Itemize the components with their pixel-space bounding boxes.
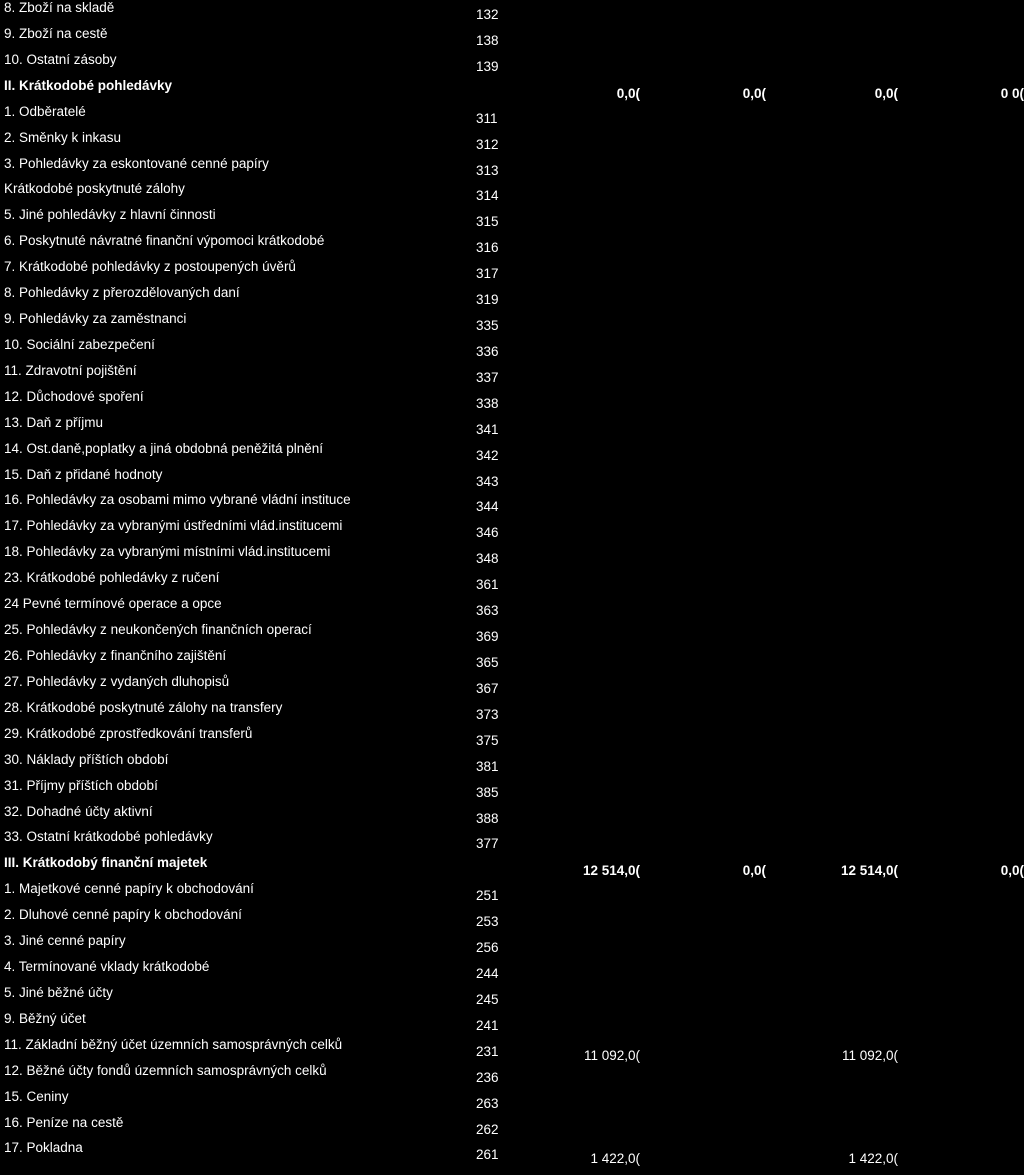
row-label: 32. Dohadné účty aktivní — [4, 803, 153, 819]
table-row — [0, 259, 1024, 285]
account-code: 262 — [476, 1121, 499, 1137]
value-col-3: 0,0( — [874, 85, 898, 101]
table-row — [0, 104, 1024, 130]
account-code: 365 — [476, 655, 499, 670]
row-label: 28. Krátkodobé poskytnuté zálohy na transfery — [4, 699, 283, 715]
table-row — [0, 26, 1024, 52]
account-code: 348 — [476, 551, 499, 567]
value-col-2: 0,0( — [742, 85, 766, 101]
table-row — [0, 1115, 1024, 1141]
table-row — [0, 700, 1024, 726]
row-label: 3. Pohledávky za eskontované cenné papíry — [4, 155, 269, 171]
account-code: 341 — [476, 421, 499, 437]
table-row — [0, 441, 1024, 467]
table-row — [0, 52, 1024, 78]
table-row — [0, 0, 1024, 26]
account-code: 343 — [476, 473, 499, 489]
row-label: 3. Jiné cenné papíry — [4, 933, 126, 949]
table-row — [0, 311, 1024, 337]
row-label: 9. Zboží na cestě — [4, 25, 108, 41]
table-row — [0, 985, 1024, 1011]
section-row — [0, 78, 1024, 104]
value-col-4: 0 0( — [1000, 85, 1024, 101]
account-code: 361 — [476, 577, 499, 593]
section-label: III. Krátkodobý finanční majetek — [4, 855, 208, 871]
account-code: 311 — [476, 110, 498, 126]
row-label: 6. Poskytnuté návratné finanční výpomoci krátkodobé — [4, 233, 325, 249]
row-label: 2. Směnky k inkasu — [4, 129, 122, 145]
value-col-2: 0,0( — [742, 863, 766, 879]
row-label: 7. Krátkodobé pohledávky z postoupených úvěrů — [4, 259, 296, 275]
account-code: 367 — [476, 680, 499, 696]
row-label: 13. Daň z příjmu — [4, 414, 104, 430]
row-label: 29. Krátkodobé zprostředkování transferů — [4, 725, 253, 741]
table-row — [0, 337, 1024, 363]
row-label: 27. Pohledávky z vydaných dluhopisů — [4, 673, 230, 689]
section-label: II. Krátkodobé pohledávky — [4, 77, 173, 93]
value-col-1: 0,0( — [616, 85, 640, 101]
account-code: 375 — [476, 732, 499, 748]
row-label: 10. Ostatní zásoby — [4, 51, 117, 67]
row-label: Krátkodobé poskytnuté zálohy — [4, 181, 185, 197]
account-code: 315 — [476, 214, 499, 230]
account-code: 244 — [476, 966, 499, 982]
table-row — [0, 907, 1024, 933]
account-code: 251 — [476, 888, 499, 904]
table-row — [0, 1063, 1024, 1089]
table-row — [0, 1011, 1024, 1037]
account-code: 314 — [476, 188, 499, 204]
table-row — [0, 156, 1024, 182]
row-label: 12. Běžné účty fondů územních samosprávných celků — [4, 1062, 327, 1078]
account-code: 344 — [476, 499, 499, 515]
table-row — [0, 726, 1024, 752]
table-row — [0, 518, 1024, 544]
account-code: 316 — [476, 240, 499, 256]
row-label: 14. Ost.daně,poplatky a jiná obdobná peněžitá plnění — [4, 440, 323, 456]
row-label: 17. Pohledávky za vybranými ústředními vlád.institucemi — [4, 518, 343, 534]
row-label: 2. Dluhové cenné papíry k obchodování — [4, 907, 242, 923]
row-label: 5. Jiné běžné účty — [4, 984, 113, 1000]
account-code: 313 — [476, 162, 499, 178]
row-label: 25. Pohledávky z neukončených finančních operací — [4, 622, 312, 638]
table-row — [0, 622, 1024, 648]
value-col-3: 12 514,0( — [840, 863, 898, 879]
table-row — [0, 181, 1024, 207]
section-row — [0, 855, 1024, 881]
table-row — [0, 207, 1024, 233]
table-row — [0, 363, 1024, 389]
table-row — [0, 570, 1024, 596]
row-label: 23. Krátkodobé pohledávky z ručení — [4, 570, 220, 586]
table-row — [0, 804, 1024, 830]
account-code: 263 — [476, 1095, 499, 1111]
table-row — [0, 492, 1024, 518]
row-label: 18. Pohledávky za vybranými místními vlád.institucemi — [4, 544, 331, 560]
table-row — [0, 389, 1024, 415]
row-label: 9. Běžný účet — [4, 1010, 86, 1026]
value-col-3: 11 092,0( — [841, 1047, 898, 1063]
account-code: 337 — [476, 369, 499, 385]
account-code: 377 — [476, 836, 499, 852]
value-col-3: 1 422,0( — [848, 1151, 898, 1167]
value-col-1: 11 092,0( — [583, 1047, 640, 1063]
row-label: 5. Jiné pohledávky z hlavní činnosti — [4, 207, 216, 223]
account-code: 369 — [476, 629, 499, 645]
account-code: 373 — [476, 706, 499, 722]
account-code: 231 — [476, 1043, 499, 1059]
value-col-1: 12 514,0( — [582, 863, 640, 879]
account-code: 132 — [476, 7, 499, 22]
row-label: 8. Zboží na skladě — [4, 0, 115, 15]
row-label: 11. Základní běžný účet územních samosprávných celků — [4, 1036, 343, 1052]
row-label: 15. Daň z přidané hodnoty — [4, 466, 163, 482]
account-code: 336 — [476, 343, 499, 359]
row-label: 11. Zdravotní pojištění — [4, 362, 137, 378]
account-code: 342 — [476, 447, 499, 463]
account-code: 256 — [476, 940, 499, 956]
account-code: 138 — [476, 32, 499, 48]
account-code: 381 — [476, 758, 499, 774]
row-label: 16. Peníze na cestě — [4, 1114, 124, 1130]
account-code: 236 — [476, 1069, 499, 1085]
account-code: 385 — [476, 784, 499, 800]
table-row — [0, 933, 1024, 959]
row-label: 4. Termínované vklady krátkodobé — [4, 959, 210, 975]
account-code: 253 — [476, 914, 499, 930]
table-row — [0, 1089, 1024, 1115]
account-code: 388 — [476, 810, 499, 826]
row-label: 17. Pokladna — [4, 1140, 83, 1156]
table-row — [0, 130, 1024, 156]
row-label: 30. Náklady příštích období — [4, 751, 169, 767]
row-label: 24 Pevné termínové operace a opce — [4, 596, 222, 612]
account-code: 241 — [476, 1017, 499, 1033]
row-label: 10. Sociální zabezpečení — [4, 336, 155, 352]
row-label: 16. Pohledávky za osobami mimo vybrané vládní instituce — [4, 492, 351, 508]
account-code: 245 — [476, 991, 499, 1007]
table-row — [0, 544, 1024, 570]
row-label: 1. Odběratelé — [4, 103, 86, 119]
account-code: 319 — [476, 292, 499, 308]
row-label: 33. Ostatní krátkodobé pohledávky — [4, 829, 213, 845]
account-code: 261 — [476, 1147, 499, 1163]
table-row — [0, 648, 1024, 674]
table-row — [0, 778, 1024, 804]
account-code: 317 — [476, 266, 499, 282]
account-code: 363 — [476, 603, 499, 619]
table-row — [0, 829, 1024, 855]
table-row — [0, 233, 1024, 259]
table-row — [0, 1140, 1024, 1166]
table-row — [0, 752, 1024, 778]
row-label: 9. Pohledávky za zaměstnanci — [4, 311, 187, 327]
value-col-1: 1 422,0( — [590, 1151, 640, 1167]
table-row — [0, 1037, 1024, 1063]
row-label: 26. Pohledávky z finančního zajištění — [4, 648, 227, 663]
row-label: 15. Ceniny — [4, 1088, 69, 1104]
table-row — [0, 415, 1024, 441]
account-code: 346 — [476, 525, 499, 541]
table-row — [0, 959, 1024, 985]
table-row — [0, 674, 1024, 700]
table-row — [0, 596, 1024, 622]
account-code: 338 — [476, 395, 499, 411]
row-label: 1. Majetkové cenné papíry k obchodování — [4, 881, 254, 897]
table-row — [0, 285, 1024, 311]
row-label: 31. Příjmy příštích období — [4, 777, 158, 793]
account-code: 335 — [476, 318, 499, 334]
table-row — [0, 881, 1024, 907]
account-code: 312 — [476, 136, 499, 152]
value-col-4: 0,0( — [1000, 863, 1024, 879]
row-label: 12. Důchodové spoření — [4, 388, 144, 404]
row-label: 8. Pohledávky z přerozdělovaných daní — [4, 285, 240, 301]
account-code: 139 — [476, 58, 499, 74]
table-row — [0, 467, 1024, 493]
